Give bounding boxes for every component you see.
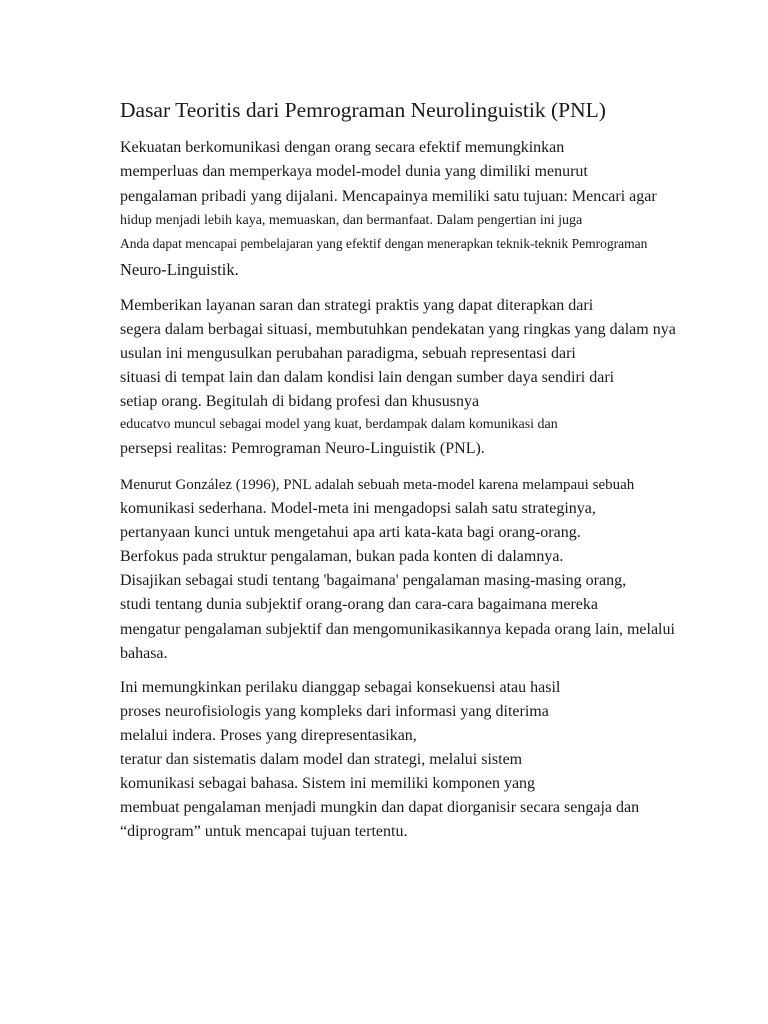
paragraph-line: komunikasi sebagai bahasa. Sistem ini memiliki komponen yang: [120, 775, 536, 792]
paragraph-line: educatvo muncul sebagai model yang kuat, berdampak dalam komunikasi dan: [120, 417, 558, 432]
paragraph-line: Berfokus pada struktur pengalaman, bukan pada konten di dalamnya.: [120, 548, 564, 565]
paragraph-line: Kekuatan berkomunikasi dengan orang secara efektif memungkinkan: [120, 139, 565, 156]
paragraph-line: teratur dan sistematis dalam model dan strategi, melalui sistem: [120, 751, 523, 768]
paragraph-line: Neuro-Linguistik.: [120, 260, 239, 279]
paragraph-line: pengalaman pribadi yang dijalani. Mencapainya memiliki satu tujuan: Mencari agar: [120, 188, 657, 205]
paragraph-line: komunikasi sederhana. Model-meta ini mengadopsi salah satu strateginya,: [120, 500, 596, 517]
paragraph-line: pertanyaan kunci untuk mengetahui apa arti kata-kata bagi orang-orang.: [120, 524, 581, 541]
paragraph-line: mengatur pengalaman subjektif dan mengomunikasikannya kepada orang lain, melalui: [120, 621, 675, 638]
paragraph-line: melalui indera. Proses yang direpresentasikan,: [120, 727, 417, 744]
paragraph-line: usulan ini mengusulkan perubahan paradigma, sebuah representasi dari: [120, 345, 576, 362]
paragraph-line: membuat pengalaman menjadi mungkin dan dapat diorganisir secara sengaja dan: [120, 799, 640, 816]
paragraph-line: bahasa.: [120, 645, 168, 662]
paragraph-line: Memberikan layanan saran dan strategi praktis yang dapat diterapkan dari: [120, 297, 594, 314]
paragraph-line: situasi di tempat lain dan dalam kondisi lain dengan sumber daya sendiri dari: [120, 369, 615, 386]
paragraph-line: Anda dapat mencapai pembelajaran yang efektif dengan menerapkan teknik-teknik Pemrograman: [120, 236, 648, 251]
paragraph-line: Ini memungkinkan perilaku dianggap sebagai konsekuensi atau hasil: [120, 679, 561, 696]
paragraph-line: persepsi realitas: Pemrograman Neuro-Linguistik (PNL).: [120, 440, 485, 457]
paragraph-line: hidup menjadi lebih kaya, memuaskan, dan bermanfaat. Dalam pengertian ini juga: [120, 213, 583, 228]
paragraph-line: studi tentang dunia subjektif orang-orang dan cara-cara bagaimana mereka: [120, 596, 599, 613]
paragraph-line: Menurut González (1996), PNL adalah sebuah meta-model karena melampaui sebuah: [120, 477, 635, 493]
paragraph-line: memperluas dan memperkaya model-model dunia yang dimiliki menurut: [120, 163, 588, 180]
paragraph-line: proses neurofisiologis yang kompleks dari informasi yang diterima: [120, 703, 549, 720]
paragraph-line: setiap orang. Begitulah di bidang profesi dan khususnya: [120, 393, 480, 410]
paragraph-line: Disajikan sebagai studi tentang 'bagaimana' pengalaman masing-masing orang,: [120, 572, 627, 589]
paragraph-line: segera dalam berbagai situasi, membutuhkan pendekatan yang ringkas yang dalam nya: [120, 321, 676, 338]
document-title: Dasar Teoritis dari Pemrograman Neurolinguistik (PNL): [120, 98, 606, 122]
paragraph-line: “diprogram” untuk mencapai tujuan tertentu.: [120, 823, 408, 840]
